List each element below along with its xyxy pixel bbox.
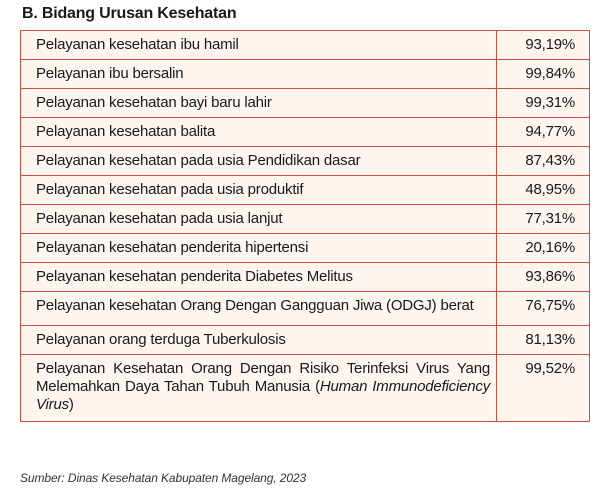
- row-value: 99,84%: [497, 60, 590, 89]
- row-label: Pelayanan kesehatan balita: [21, 118, 497, 147]
- table-row: [21, 60, 590, 89]
- row-value: 94,77%: [497, 118, 590, 147]
- row-value: 93,86%: [497, 263, 590, 292]
- table-row: [21, 326, 590, 355]
- row-label: Pelayanan orang terduga Tuberkulosis: [21, 326, 497, 355]
- source-note: Sumber: Dinas Kesehatan Kabupaten Magelang, 2023: [20, 471, 307, 485]
- table-row: [21, 147, 590, 176]
- table-row: [21, 355, 590, 422]
- table-row: [21, 234, 590, 263]
- row-label: Pelayanan kesehatan ibu hamil: [21, 31, 497, 60]
- row-label: Pelayanan kesehatan Orang Dengan Gangguan Jiwa (ODGJ) berat: [21, 292, 497, 326]
- row-label: Pelayanan kesehatan penderita hipertensi: [21, 234, 497, 263]
- row-label-main: Pelayanan Kesehatan Orang Dengan Risiko Terinfeksi Virus Yang Melemahkan Daya Tahan Tubuh Manusia (: [36, 360, 490, 395]
- table-row: [21, 205, 590, 234]
- row-label-end: ): [68, 396, 74, 413]
- table-row: [21, 292, 590, 326]
- row-label: Pelayanan kesehatan bayi baru lahir: [21, 89, 497, 118]
- table-row: [21, 31, 590, 60]
- table-row: [21, 118, 590, 147]
- row-label: Pelayanan ibu bersalin: [21, 60, 497, 89]
- row-value: 77,31%: [497, 205, 590, 234]
- row-value: 93,19%: [497, 31, 590, 60]
- row-value: 99,52%: [497, 355, 590, 422]
- health-services-table: [20, 30, 590, 422]
- row-label-italic: Human Immunodeficiency Virus: [36, 378, 490, 413]
- row-value: 48,95%: [497, 176, 590, 205]
- row-value: 76,75%: [497, 292, 590, 326]
- row-label: Pelayanan kesehatan pada usia Pendidikan dasar: [21, 147, 497, 176]
- table-row: [21, 176, 590, 205]
- table-row: [21, 263, 590, 292]
- section-heading: B. Bidang Urusan Kesehatan: [22, 5, 237, 22]
- table-row: [21, 89, 590, 118]
- row-value: 99,31%: [497, 89, 590, 118]
- row-label: Pelayanan kesehatan pada usia produktif: [21, 176, 497, 205]
- row-value: 81,13%: [497, 326, 590, 355]
- row-label: Pelayanan kesehatan penderita Diabetes Melitus: [21, 263, 497, 292]
- row-label-hiv: [21, 355, 497, 422]
- row-value: 87,43%: [497, 147, 590, 176]
- row-value: 20,16%: [497, 234, 590, 263]
- row-label: Pelayanan kesehatan pada usia lanjut: [21, 205, 497, 234]
